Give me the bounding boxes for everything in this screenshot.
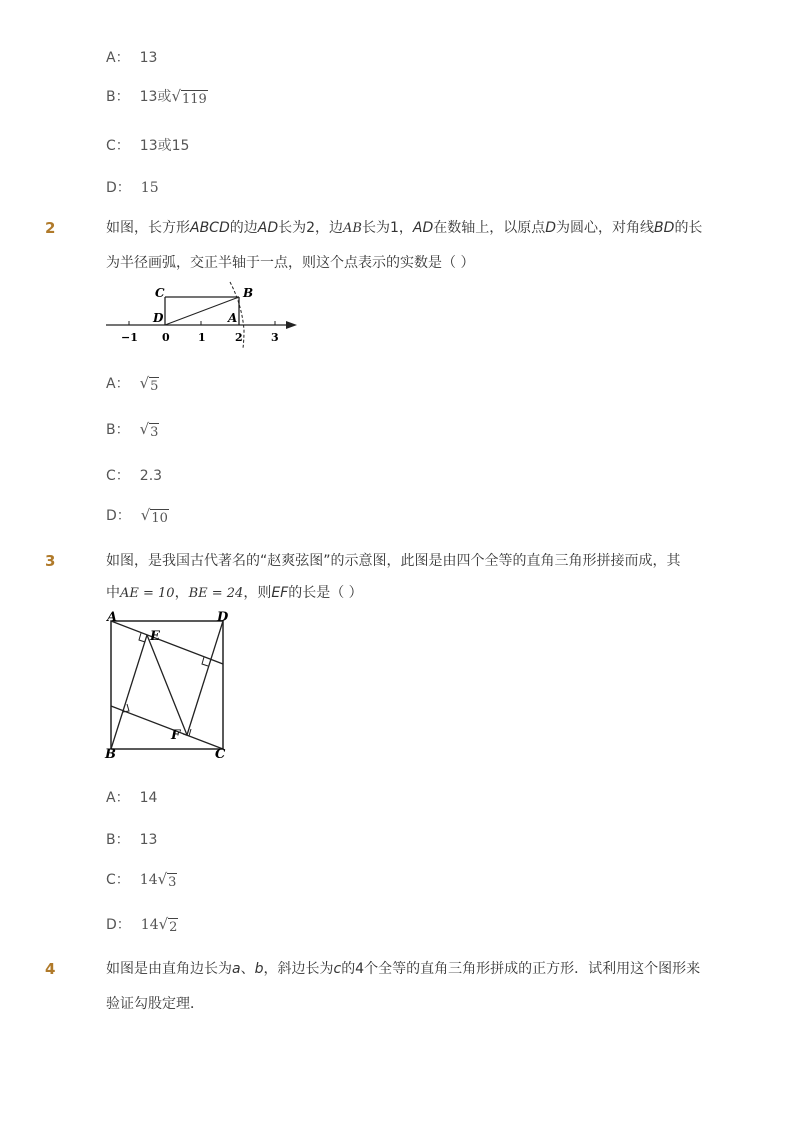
radicand: 10 <box>151 511 168 526</box>
q3-option-c[interactable] <box>106 869 177 889</box>
option-label: B： <box>106 422 130 438</box>
text: 的边 <box>229 220 258 236</box>
text: 为圆心，对角线 <box>556 220 655 236</box>
option-label: D： <box>106 508 131 524</box>
point-label-a: A <box>228 311 238 325</box>
radicand: 2 <box>169 920 178 935</box>
text: 的长是（ ） <box>288 585 363 601</box>
text: 中 <box>106 585 120 601</box>
tick-label: 0 <box>162 331 170 344</box>
q2-option-d[interactable] <box>106 505 169 525</box>
math: D <box>545 220 557 236</box>
q2-option-c[interactable] <box>106 465 162 485</box>
math: EF <box>271 585 289 601</box>
math: BE = 24 <box>188 586 244 601</box>
q3-stem-line2 <box>106 576 363 611</box>
radicand: 5 <box>150 379 159 394</box>
text: 在数轴上，以原点 <box>433 220 546 236</box>
radicand: 3 <box>150 425 159 440</box>
text: 的长 <box>674 220 703 236</box>
text: ， <box>174 585 189 601</box>
q1-option-a[interactable] <box>106 47 157 67</box>
q1-option-d[interactable] <box>106 177 159 197</box>
tick-label: 2 <box>235 331 243 344</box>
q2-stem-line1 <box>106 211 702 246</box>
q2-option-b[interactable] <box>106 419 159 439</box>
sqrt-symbol: √ 10 <box>140 506 168 526</box>
text: ，则 <box>243 585 272 601</box>
point-label-c: C <box>215 747 226 762</box>
option-prefix: 13或 <box>139 89 172 105</box>
option-label: C： <box>106 138 130 154</box>
question-number: 3 <box>45 552 56 570</box>
q2-option-a[interactable] <box>106 373 159 393</box>
point-label-d: D <box>153 311 164 325</box>
point-label-d: D <box>217 610 229 625</box>
option-label: A： <box>106 50 130 66</box>
math: AD <box>257 220 279 236</box>
math: ABCD <box>190 220 230 236</box>
q3-option-b[interactable] <box>106 829 157 849</box>
text: 的4个全等的直角三角形拼成的正方形．试利用这个图形来 <box>341 961 701 977</box>
point-label-a: A <box>107 610 118 625</box>
q4-stem-line2: 验证勾股定理． <box>106 996 204 1012</box>
text: 如图，长方形 <box>106 220 190 236</box>
option-label: A： <box>106 790 130 806</box>
tick-label: 1 <box>198 331 206 344</box>
option-coef: 14 <box>140 917 159 933</box>
option-label: B： <box>106 832 130 848</box>
option-label: B： <box>106 89 130 105</box>
sqrt-symbol: √ 3 <box>139 420 159 440</box>
radicand: 3 <box>168 875 177 890</box>
math: AD <box>412 220 434 236</box>
q2-number-line-figure <box>100 280 305 350</box>
text: ，斜边长为 <box>263 961 334 977</box>
option-value: 13或15 <box>139 138 190 154</box>
q4-stem-line1 <box>106 952 700 987</box>
math: a <box>232 961 241 977</box>
sqrt-symbol: √ 2 <box>158 915 178 935</box>
option-label: D： <box>106 180 131 196</box>
math: BD <box>654 220 675 236</box>
tick-label: −1 <box>121 331 138 344</box>
option-label: C： <box>106 872 130 888</box>
option-label: A： <box>106 376 130 392</box>
point-label-b: B <box>105 747 116 762</box>
option-value: 2.3 <box>139 468 163 484</box>
option-value: 15 <box>140 180 159 196</box>
option-coef: 14 <box>139 872 158 888</box>
tick-label: 3 <box>271 331 279 344</box>
option-label: C： <box>106 468 130 484</box>
q3-zhao-shuang-figure <box>100 608 240 766</box>
option-label: D： <box>106 917 131 933</box>
option-value <box>140 89 208 105</box>
math: b <box>254 961 264 977</box>
math: AB <box>343 221 362 236</box>
q1-option-c[interactable] <box>106 135 189 155</box>
text: 、 <box>240 961 255 977</box>
point-label-c: C <box>155 286 165 300</box>
math: AE = 10 <box>120 586 175 601</box>
point-label-b: B <box>243 286 254 300</box>
sqrt-symbol: √ 119 <box>171 87 207 107</box>
q3-option-d[interactable] <box>106 914 178 934</box>
question-number: 2 <box>45 219 56 237</box>
radicand: 119 <box>182 92 207 107</box>
option-value: 13 <box>139 50 158 66</box>
text: 如图是由直角边长为 <box>106 961 232 977</box>
q3-stem-line1: 如图，是我国古代著名的“赵爽弦图”的示意图，此图是由四个全等的直角三角形拼接而成，其 <box>106 553 681 569</box>
option-value: 14 <box>139 790 158 806</box>
question-number: 4 <box>45 960 56 978</box>
q1-option-b[interactable] <box>106 86 208 106</box>
sqrt-symbol: √ 5 <box>139 374 159 394</box>
math: c <box>333 961 342 977</box>
sqrt-symbol: √ 3 <box>157 870 177 890</box>
text: 长为1， <box>361 220 413 236</box>
text: 长为2，边 <box>278 220 344 236</box>
point-label-e: E <box>150 629 160 644</box>
q2-stem-line2: 为半径画弧，交正半轴于一点，则这个点表示的实数是（ ） <box>106 255 475 271</box>
point-label-f: F <box>171 728 181 743</box>
q3-option-a[interactable] <box>106 787 157 807</box>
option-value: 13 <box>139 832 158 848</box>
